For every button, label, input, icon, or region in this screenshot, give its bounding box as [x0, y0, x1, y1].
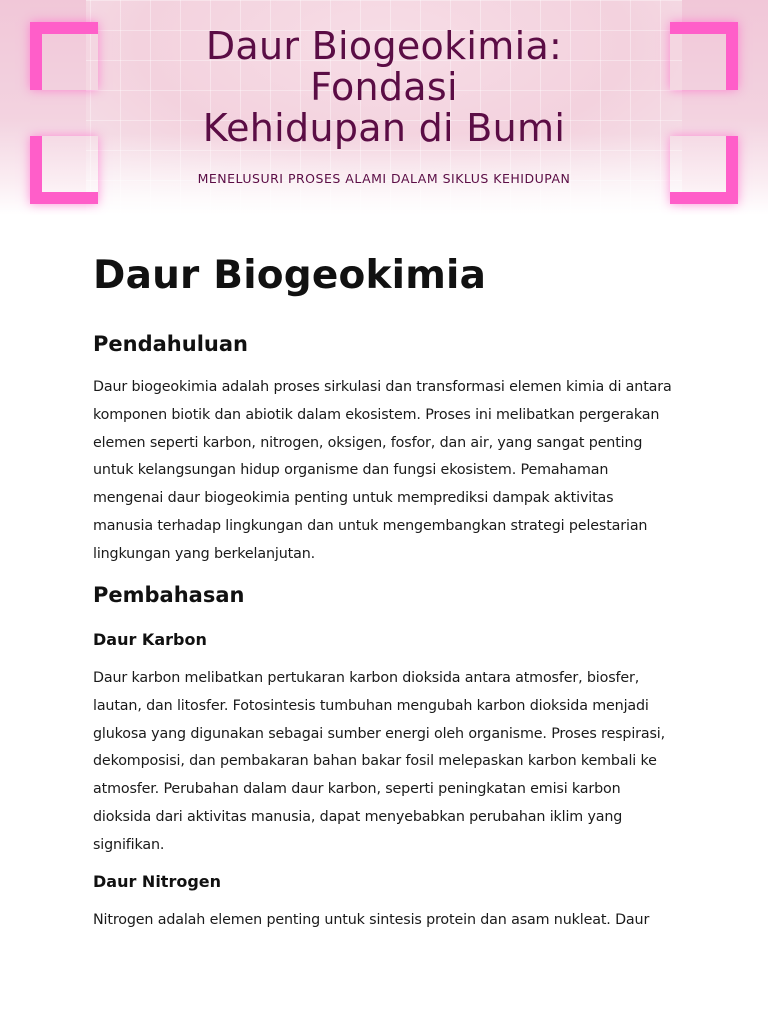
- subsection-paragraph-daur-nitrogen: Nitrogen adalah elemen penting untuk sintesis protein dan asam nukleat. Daur: [93, 912, 650, 928]
- section-heading-pendahuluan: Pendahuluan: [93, 332, 248, 356]
- corner-bracket-top-right: [670, 22, 738, 90]
- corner-bracket-bottom-left: [30, 136, 98, 204]
- section-heading-pembahasan: Pembahasan: [93, 583, 245, 607]
- banner-title-line: Fondasi: [310, 65, 458, 109]
- header-banner: [0, 0, 768, 215]
- corner-bracket-top-left: [30, 22, 98, 90]
- banner-subtitle: MENELUSURI PROSES ALAMI DALAM SIKLUS KEHIDUPAN: [197, 171, 571, 186]
- banner-title-line: Kehidupan di Bumi: [202, 106, 566, 150]
- subsection-heading-daur-nitrogen: Daur Nitrogen: [93, 872, 222, 891]
- corner-bracket-bottom-right: [670, 136, 738, 204]
- banner-title-line: Daur Biogeokimia:: [205, 24, 563, 68]
- subsection-heading-daur-karbon: Daur Karbon: [93, 630, 207, 649]
- document-title: Daur Biogeokimia: [93, 253, 487, 298]
- document-body: [93, 250, 675, 928]
- subsection-paragraph-daur-karbon: Daur karbon melibatkan pertukaran karbon dioksida antara atmosfer, biosfer, lautan, dan litosfer. Fotosintesis tumbuhan mengubah karbon dioksida menjadi glukosa yang digunakan sebagai sumber energi oleh organisme. Proses respirasi, dekomposisi, dan pembakaran bahan bakar fosil melepaskan karbon kembali ke atmosfer. Perubahan dalam daur karbon, seperti peningkatan emisi karbon dioksida dari aktivitas manusia, dapat menyebabkan perubahan iklim yang signifikan.: [93, 670, 666, 853]
- section-paragraph-pendahuluan: Daur biogeokimia adalah proses sirkulasi dan transformasi elemen kimia di antara komponen biotik dan abiotik dalam ekosistem. Proses ini melibatkan pergerakan elemen seperti karbon, nitrogen, oksigen, fosfor, dan air, yang sangat penting untuk kelangsungan hidup organisme dan fungsi ekosistem. Pemahaman mengenai daur biogeokimia penting untuk memprediksi dampak aktivitas manusia terhadap lingkungan dan untuk mengembangkan strategi pelestarian lingkungan yang berkelanjutan.: [93, 379, 672, 562]
- banner-title: [130, 26, 638, 149]
